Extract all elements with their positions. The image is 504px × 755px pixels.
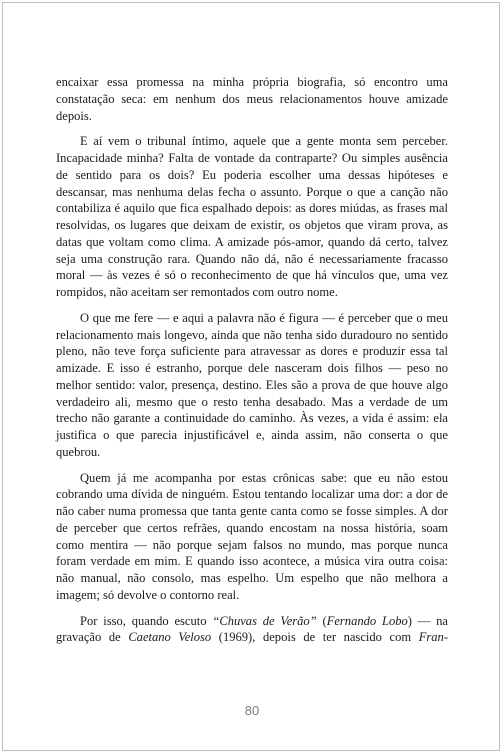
body-text [56,74,448,646]
paragraph-5-segment: (1969), depois de ter nascido com [211,630,419,645]
paragraph-5-segment: Por isso, quando escuto [80,613,213,628]
paragraph-3: O que me fere — e aqui a palavra não é figura — é perceber que o meu relacionamento mais longevo, ainda que não tenha sido duradouro no sentido pleno, não teve força suficiente para atravessar as dores e produzir essa tal amizade. E isso é estranho, porque dele nasceram dois filhos — peso no melhor sentido: valor, presença, destino. Eles são a prova de que houve algo verdadeiro ali, mesmo que o resto tenha desabado. Mas a verdade de um trecho não garante a continuidade do caminho. Às vezes, a vida é assim: ela justifica o que parecia injustificável e, ainda assim, não conserta o que quebrou. [56,310,448,459]
paragraph-2: E aí vem o tribunal íntimo, aquele que a gente monta sem perceber. Incapacidade minha? Falta de vontade da contraparte? Ou simples ausência de sentido para os dois? Eu poderia escolher uma dessas hipóteses e descansar, mas nenhuma delas fecha o assunto. Porque o que a canção não contabiliza é aquilo que fica espalhado depois: as dores miúdas, as frases mal resolvidas, os lugares que deixam de existir, os objetos que viram prova, as datas que voltam como clima. A amizade pós-amor, quando dá certo, talvez seja uma construção rara. Quando não dá, não é necessariamente fracasso moral — às vezes é só o reconhecimento de que há vínculos que, uma vez rompidos, não aceitam ser remontados com outro nome. [56,134,448,299]
paragraph-4: Quem já me acompanha por estas crônicas sabe: que eu não estou cobrando uma dívida de ninguém. Estou tentando localizar uma dor: a dor de não caber numa promessa que tanta gente canta como se fosse simples. A dor de perceber que certos refrães, quando encostam na nossa história, soam como mentira — não porque sejam falsos no mundo, mas porque nunca foram verdade em mim. E quando isso acontece, a música vira outra coisa: não manual, não consolo, mas espelho. Um espelho que não melhora a imagem; só devolve o contorno real. [56,470,448,602]
page-number: 80 [244,703,260,718]
performer-name: Caetano Veloso [128,630,212,645]
paragraph-5-segment: ( [316,613,327,628]
composer-name: Fernando Lobo [326,613,408,628]
paragraph-5 [56,613,448,647]
name-fragment: Fran- [418,630,448,645]
song-title: “Chuvas de Verão” [212,613,317,628]
paragraph-5-segment: ) — na gravação de [56,613,448,645]
paragraph-1: encaixar essa promessa na minha própria biografia, só encontro uma constatação seca: em nenhum dos meus relacionamentos houve amizade depois. [56,75,448,123]
